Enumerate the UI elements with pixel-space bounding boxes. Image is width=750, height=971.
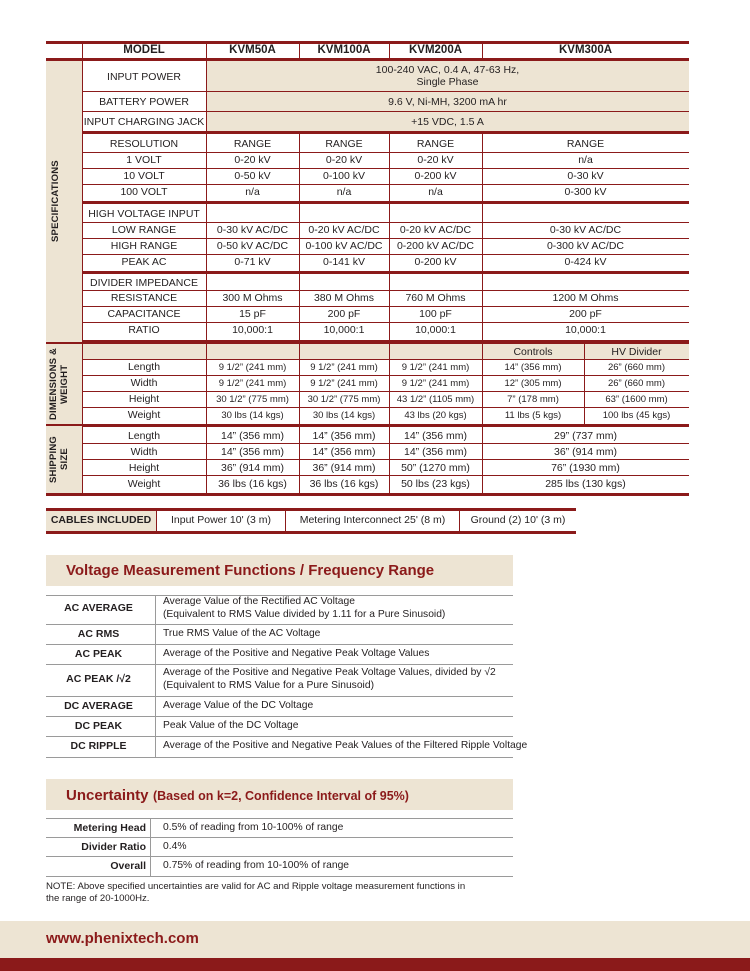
model-kvm50a: KVM50A <box>229 44 276 56</box>
hv-label: HIGH RANGE <box>110 240 178 252</box>
hv-cell: 0-300 kV AC/DC <box>546 240 625 252</box>
dim-label: Height <box>128 393 160 405</box>
div-cell: 10,000:1 <box>323 324 365 336</box>
uncertainty-subtitle: (Based on k=2, Confidence Interval of 95%) <box>152 789 409 803</box>
range-head: RANGE <box>416 138 455 150</box>
dim-cell: 26” (660 mm) <box>607 378 665 389</box>
div-cell: 10,000:1 <box>232 324 273 336</box>
website-link[interactable]: www.phenixtech.com <box>46 930 199 947</box>
hv-cell: 0-200 kV <box>414 256 457 268</box>
hv-cell: 0-20 kV AC/DC <box>399 224 472 236</box>
shipping-label: SHIPPING SIZE <box>48 436 70 483</box>
res-label: 10 VOLT <box>123 170 165 182</box>
res-cell: 0-300 kV <box>564 186 607 198</box>
div-cell: 200 pF <box>569 308 602 320</box>
charging-jack-label: INPUT CHARGING JACK <box>83 116 205 128</box>
dim-cell: 9 1/2” (241 mm) <box>401 378 470 389</box>
dim-cell: 30 lbs (14 kgs) <box>221 410 284 421</box>
function-name: DC AVERAGE <box>64 700 133 712</box>
dim-label: Weight <box>127 409 161 421</box>
div-cell: 100 pF <box>419 308 452 320</box>
ship-label: Height <box>128 462 160 474</box>
uncertainty-name: Divider Ratio <box>81 841 146 853</box>
uncertainty-value: 0.75% of reading from 10-100% of range <box>163 860 350 871</box>
ship-cell: 14” (356 mm) <box>403 446 467 458</box>
function-desc: Average of the Positive and Negative Peak Voltage Values <box>163 648 430 659</box>
hv-cell: 0-141 kV <box>322 256 366 268</box>
hv-cell: 0-30 kV AC/DC <box>216 224 289 236</box>
dim-cell: 26” (660 mm) <box>607 362 665 373</box>
range-head: RANGE <box>325 138 363 150</box>
footer-bar <box>0 958 750 971</box>
model-kvm300a: KVM300A <box>558 44 613 56</box>
res-cell: n/a <box>428 186 443 198</box>
dim-cell: 14” (356 mm) <box>504 362 562 373</box>
cables-label: CABLES INCLUDED <box>50 514 152 526</box>
dim-cell: 30 1/2” (775 mm) <box>307 394 381 405</box>
battery-power-label: BATTERY POWER <box>99 96 189 108</box>
model-header: MODEL <box>123 44 165 56</box>
ship-cell: 36 lbs (16 kgs) <box>309 478 379 490</box>
res-label: 1 VOLT <box>126 154 162 166</box>
function-desc-2: (Equivalent to RMS Value divided by 1.11 for a Pure Sinusoid) <box>163 609 446 620</box>
dim-cell: 9 1/2” (241 mm) <box>218 378 287 389</box>
function-name: DC RIPPLE <box>70 740 127 752</box>
function-desc: Average of the Positive and Negative Peak Values of the Filtered Ripple Voltage <box>163 740 528 751</box>
ship-label: Width <box>130 446 158 458</box>
hv-cell: 0-200 kV AC/DC <box>396 240 475 252</box>
ship-label: Weight <box>127 478 161 490</box>
uncertainty-name: Metering Head <box>73 822 146 834</box>
hv-label: PEAK AC <box>121 256 167 268</box>
hv-cell: 0-424 kV <box>564 256 607 268</box>
dim-cell: 9 1/2” (241 mm) <box>401 362 470 373</box>
function-desc: Peak Value of the DC Voltage <box>163 720 299 731</box>
res-label: 100 VOLT <box>120 186 168 198</box>
specifications-label: SPECIFICATIONS <box>50 160 61 243</box>
ship-cell: 14” (356 mm) <box>312 446 376 458</box>
div-cell: 15 pF <box>239 308 266 320</box>
res-cell: 0-20 kV <box>417 154 454 166</box>
hv-input-title: HIGH VOLTAGE INPUT <box>88 208 200 220</box>
function-name: AC AVERAGE <box>64 602 133 614</box>
resolution-title: RESOLUTION <box>109 138 179 150</box>
dim-cell: 63” (1600 mm) <box>605 394 668 405</box>
div-label: RESISTANCE <box>110 292 178 304</box>
div-cell: 200 pF <box>327 308 361 320</box>
dim-cell: 43 lbs (20 kgs) <box>404 410 467 421</box>
hv-divider-head: HV Divider <box>611 346 662 358</box>
model-kvm200a: KVM200A <box>408 44 463 56</box>
hv-cell: 0-30 kV AC/DC <box>549 224 622 236</box>
res-cell: 0-50 kV <box>234 170 271 182</box>
function-name: DC PEAK <box>74 720 123 732</box>
dim-cell: 9 1/2” (241 mm) <box>310 362 378 373</box>
ship-cell: 14” (356 mm) <box>220 446 284 458</box>
dimensions-label: DIMENSIONS & WEIGHT <box>48 347 70 421</box>
ship-cell: 14” (356 mm) <box>312 430 376 442</box>
range-head: RANGE <box>233 138 272 150</box>
divider-title: DIVIDER IMPEDANCE <box>90 277 198 289</box>
dim-cell: 43 1/2” (1105 mm) <box>396 394 475 405</box>
charging-jack-value: +15 VDC, 1.5 A <box>411 116 484 128</box>
uncertainty-title: Uncertainty <box>66 787 149 804</box>
dim-cell: 100 lbs (45 kgs) <box>602 410 671 421</box>
input-power-label: INPUT POWER <box>107 71 181 83</box>
function-desc-2: (Equivalent to RMS Value for a Pure Sinusoid) <box>163 680 375 691</box>
ship-cell: 50 lbs (23 kgs) <box>401 478 470 490</box>
div-label: CAPACITANCE <box>107 308 181 320</box>
ship-cell: 36” (914 mm) <box>220 462 284 474</box>
hv-cell: 0-50 kV AC/DC <box>216 240 289 252</box>
res-cell: 0-200 kV <box>414 170 457 182</box>
input-power-value-2: Single Phase <box>416 76 479 88</box>
function-desc: Average Value of the Rectified AC Voltage <box>163 596 355 607</box>
ship-cell: 14” (356 mm) <box>220 430 284 442</box>
uncertainty-note <box>46 881 465 905</box>
note-line-2: the range of 20-1000Hz. <box>46 892 150 904</box>
function-name: AC PEAK <box>74 648 123 660</box>
ship-cell: 29” (737 mm) <box>553 430 617 442</box>
hv-cell: 0-100 kV AC/DC <box>305 240 383 252</box>
ship-cell: 14” (356 mm) <box>403 430 467 442</box>
dim-cell: 7” (178 mm) <box>507 394 559 405</box>
cable-item: Metering Interconnect 25' (8 m) <box>299 514 446 526</box>
div-cell: 10,000:1 <box>565 324 606 336</box>
uncertainty-name: Overall <box>110 860 146 872</box>
dim-cell: 11 lbs (5 kgs) <box>504 410 562 421</box>
div-cell: 300 M Ohms <box>222 292 283 304</box>
ship-cell: 36” (914 mm) <box>553 446 617 458</box>
div-label: RATIO <box>128 324 160 336</box>
hv-cell: 0-71 kV <box>234 256 271 268</box>
ship-cell: 50” (1270 mm) <box>401 462 470 474</box>
ship-cell: 36” (914 mm) <box>312 462 376 474</box>
input-power-value: 100-240 VAC, 0.4 A, 47-63 Hz, <box>375 64 520 76</box>
uncertainty-value: 0.5% of reading from 10-100% of range <box>163 822 344 833</box>
dim-cell: 9 1/2” (241 mm) <box>218 362 287 373</box>
ship-cell: 36 lbs (16 kgs) <box>218 478 287 490</box>
res-cell: 0-20 kV <box>325 154 363 166</box>
dim-label: Width <box>130 377 158 389</box>
dim-cell: 12” (305 mm) <box>504 378 562 389</box>
dim-cell: 9 1/2” (241 mm) <box>310 378 378 389</box>
model-kvm100a: KVM100A <box>317 44 371 56</box>
dim-label: Length <box>127 361 161 373</box>
function-name: AC RMS <box>77 628 120 640</box>
ship-cell: 76” (1930 mm) <box>551 462 620 474</box>
voltage-title: Voltage Measurement Functions / Frequency Range <box>66 562 435 579</box>
battery-power-value: 9.6 V, Ni-MH, 3200 mA hr <box>388 96 507 108</box>
div-cell: 10,000:1 <box>415 324 456 336</box>
controls-head: Controls <box>513 346 553 358</box>
uncertainty-value: 0.4% <box>163 841 187 852</box>
div-cell: 760 M Ohms <box>405 292 466 304</box>
res-cell: 0-30 kV <box>567 170 604 182</box>
ship-cell: 285 lbs (130 kgs) <box>545 478 626 490</box>
range-head: RANGE <box>566 138 605 150</box>
function-desc: Average Value of the DC Voltage <box>163 700 314 711</box>
function-name: AC PEAK /√2 <box>66 673 131 685</box>
hv-cell: 0-20 kV AC/DC <box>308 224 380 236</box>
cable-item: Ground (2) 10' (3 m) <box>470 514 566 526</box>
note-line: NOTE: Above specified uncertainties are valid for AC and Ripple voltage measurement functions in <box>46 881 466 892</box>
function-desc: True RMS Value of the AC Voltage <box>163 628 321 639</box>
cable-item: Input Power 10' (3 m) <box>170 514 272 526</box>
div-cell: 380 M Ohms <box>313 292 375 304</box>
res-cell: n/a <box>245 186 260 198</box>
div-cell: 1200 M Ohms <box>552 292 619 304</box>
dim-cell: 30 lbs (14 kgs) <box>312 410 376 421</box>
res-cell: 0-20 kV <box>234 154 271 166</box>
hv-label: LOW RANGE <box>111 224 177 236</box>
ship-label: Length <box>127 430 161 442</box>
function-desc: Average of the Positive and Negative Peak Voltage Values, divided by √2 <box>163 667 496 678</box>
res-cell: n/a <box>578 154 593 166</box>
bottom-rule <box>46 493 689 496</box>
res-cell: n/a <box>336 186 352 198</box>
dim-cell: 30 1/2” (775 mm) <box>216 394 289 405</box>
res-cell: 0-100 kV <box>322 170 366 182</box>
